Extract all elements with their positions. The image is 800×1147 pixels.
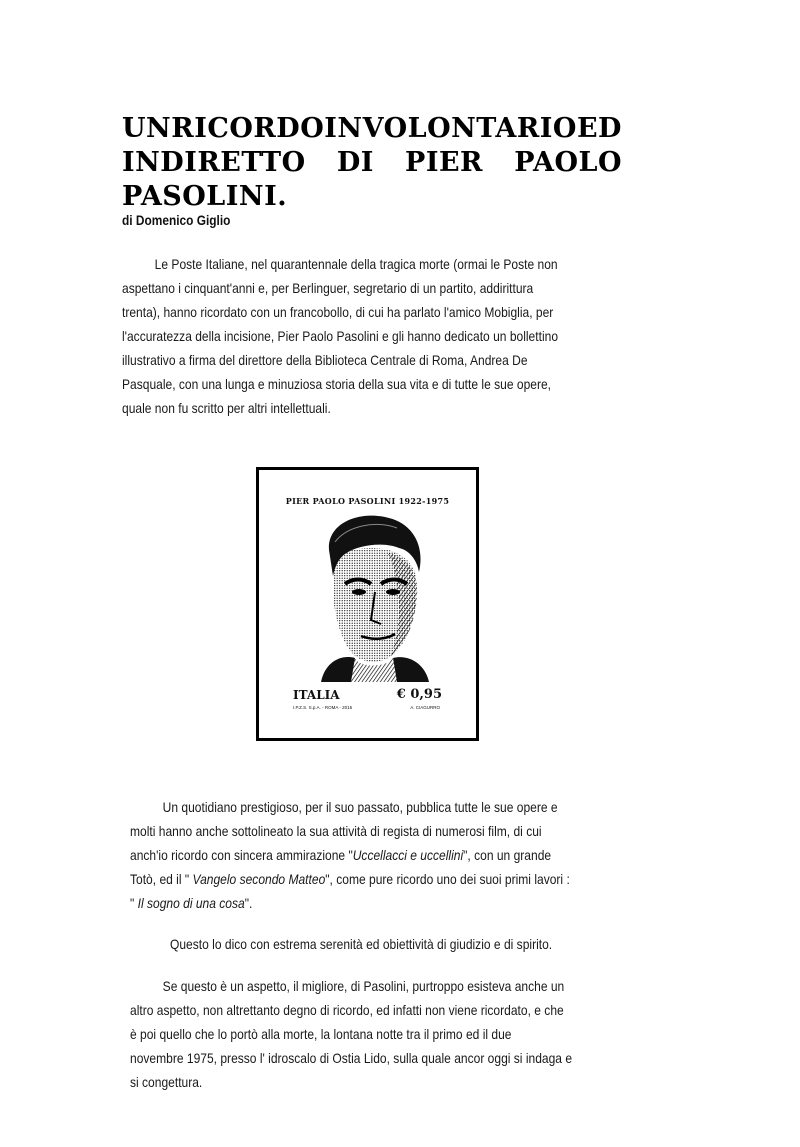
text-line: si congettura. [130, 1074, 203, 1090]
text-run: Totò, ed il " [130, 871, 193, 887]
text-line: altro aspetto, non altrettanto degno di ricordo, ed infatti non viene ricordato, e che [130, 1002, 564, 1018]
text-run: ", con un grande [463, 847, 552, 863]
text-run: ". [244, 895, 253, 911]
text-line: illustrativo a firma del direttore della Biblioteca Centrale di Roma, Andrea De [122, 352, 528, 368]
postage-stamp [256, 467, 479, 741]
film-title: Uccellacci e uccellini [352, 847, 464, 863]
text-line: molti hanno anche sottolineato la sua attività di regista di numerosi film, di cui [130, 823, 542, 839]
stamp-header: PIER PAOLO PASOLINI 1922-1975 [285, 496, 450, 506]
text-run: anch'io ricordo con sincera ammirazione " [130, 847, 353, 863]
title-word: INVOLONTARIO [324, 113, 577, 144]
text-line: trenta), hanno ricordato con un francobollo, di cui ha parlato l'amico Mobiglia, per [122, 304, 554, 320]
stamp-printer: I.P.Z.S. S.p.A. - ROMA - 2015 [293, 705, 353, 710]
title-word: INDIRETTO [122, 147, 306, 178]
title-word: UN [122, 113, 172, 144]
title-word: DI [336, 147, 374, 178]
film-title: Vangelo secondo Matteo [192, 871, 326, 887]
text-line: quale non fu scritto per altri intellettuali. [122, 400, 331, 416]
title-line-3: PASOLINI. [122, 181, 288, 212]
article-title [122, 112, 622, 214]
byline: di Domenico Giglio [122, 212, 231, 228]
title-line-1 [122, 112, 622, 146]
paragraph-intro [122, 252, 722, 420]
text-run: ", come pure ricordo uno dei suoi primi lavori : [325, 871, 570, 887]
paragraph-death [130, 974, 750, 1094]
paragraph-films [130, 795, 750, 915]
title-word: PIER [405, 147, 483, 178]
title-word: ED [576, 113, 622, 144]
stamp-value: € 0,95 [396, 687, 442, 702]
paragraph-statement [170, 932, 730, 956]
text-line: l'accuratezza della incisione, Pier Paolo Pasolini e gli hanno dedicato un bollettino [122, 328, 559, 344]
work-title: Il sogno di una cosa [137, 895, 245, 911]
stamp-inner [273, 482, 462, 726]
text-run: " [130, 895, 138, 911]
text-line [130, 867, 663, 891]
title-word: RICORDO [171, 113, 325, 144]
stamp-artist: A. CIAGURRO [410, 705, 440, 710]
text-line: Se questo è un aspetto, il migliore, di Pasolini, purtroppo esisteva anche un [162, 978, 565, 994]
text-line: Le Poste Italiane, nel quarantennale della tragica morte (ormai le Poste non [154, 256, 558, 272]
text-line: aspettano i cinquant'anni e, per Berlinguer, segretario di un partito, addirittura [122, 280, 534, 296]
stamp-country: ITALIA [293, 688, 340, 702]
text-line [130, 891, 663, 915]
title-word: PAOLO [514, 147, 622, 178]
text-line: Un quotidiano prestigioso, per il suo passato, pubblica tutte le sue opere e [162, 799, 558, 815]
text-line: è poi quello che lo portò alla morte, la lontana notte tra il primo ed il due [130, 1026, 512, 1042]
portrait-engraving [301, 512, 437, 682]
text-line [130, 843, 663, 867]
text-line: novembre 1975, presso l' idroscalo di Ostia Lido, sulla quale ancor oggi si indaga e [130, 1050, 573, 1066]
text-line: Pasquale, con una lunga e minuziosa storia della sua vita e di tutte le sue opere, [122, 376, 552, 392]
text-line: Questo lo dico con estrema serenità ed obiettività di giudizio e di spirito. [170, 936, 553, 952]
title-line-2 [122, 146, 622, 180]
